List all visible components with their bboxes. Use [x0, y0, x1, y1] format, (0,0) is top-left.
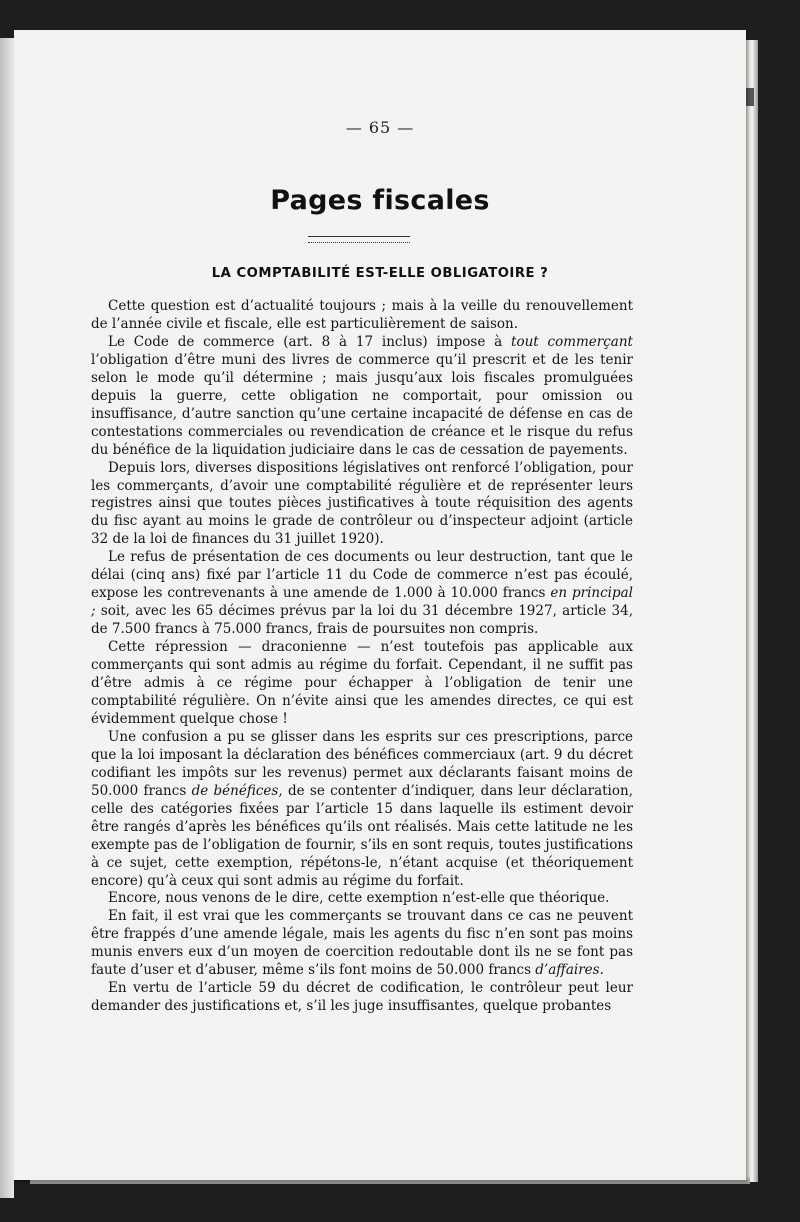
paragraph [91, 980, 633, 1016]
page-tab-marker [745, 88, 754, 106]
page-number: — 65 — [345, 118, 415, 137]
text-run: Cette question est d’actualité toujours ; mais à la veille du renouvellement de l’année civile et fiscale, elle est particulièrement de saison. [91, 298, 633, 332]
paragraph [91, 460, 633, 550]
paragraph [91, 729, 633, 891]
left-page-edge [0, 38, 14, 1198]
text-run: Cette répression — draconienne — n’est toutefois pas applicable aux commerçants qui sont admis au régime du forfait. Cependant, il ne suffit pas d’être admis à ce régime pour échapper à l’obligation de tenir une comptabilité régulière. On n’évite ainsi que les amendes directes, ce qui est évidemment quelque chose ! [91, 639, 633, 727]
italic-text-run: de bénéfices [191, 782, 279, 799]
text-run: Le Code de commerce (art. 8 à 17 inclus) impose à [108, 333, 512, 350]
italic-text-run: d’affaires [535, 962, 600, 979]
italic-text-run: en principal ; [91, 585, 633, 620]
text-run: Depuis lors, diverses dispositions législatives ont renforcé l’obligation, pour les commerçants, d’avoir une comptabilité régulière et de représenter leurs registres ainsi que toutes pièces justificatives à toute réquisition des agents du fisc ayant au moins le grade de contrôleur ou d’inspecteur adjoint (article 32 de la loi de finances du 31 juillet 1920). [91, 459, 633, 548]
paragraph [91, 334, 633, 460]
text-run: Une confusion a pu se glisser dans les esprits sur ces prescriptions, parce que la loi imposant la déclaration des bénéfices commerciaux (art. 9 du décret codifiant les impôts sur les revenus) permet aux déclarants faisant moins de 50.000 francs [91, 728, 633, 799]
paragraph [91, 890, 633, 908]
article-body [91, 298, 633, 1016]
paragraph [91, 639, 633, 729]
text-run: l’obligation d’être muni des livres de commerce qu’il prescrit et de les tenir selon le mode qu’il détermine ; mais jusqu’aux lois fiscales promulguées depuis la guerre, cette obligation ne comportait, pour omission ou insuffisance, d’autre sanction qu’une certaine incapacité de défense en cas de contestations commerciales ou revendication de créance et le risque du refus du bénéfice de la liquidation judiciaire dans le cas de cessation de payements. [91, 351, 633, 458]
page-title: Pages fiscales [270, 185, 490, 216]
text-run: , de se contenter d’indiquer, dans leur déclaration, celle des catégories fixées par l’article 15 dans laquelle ils estiment devoir être rangés d’après les bénéfices qu’ils ont réalisés. Mais cette latitude ne les exempte pas de l’obligation de fournir, s’ils en sont requis, toutes justifications à ce sujet, cette exemption, répétons-le, n’étant acquise (et théoriquement encore) qu’à ceux qui sont admis au régime du forfait. [91, 782, 633, 889]
paragraph [91, 549, 633, 639]
text-run: . [599, 962, 604, 979]
text-run: En fait, il est vrai que les commerçants se trouvant dans ce cas ne peuvent être frappés d’une amende légale, mais les agents du fisc n’en sont pas moins munis envers eux d’un moyen de coercition redoutable dont ils ne se font pas faute d’user et d’abuser, même s’ils font moins de 50.000 francs [91, 908, 633, 979]
page-stack-edge [744, 40, 758, 1182]
paragraph [91, 298, 633, 334]
text-run: Le refus de présentation de ces documents ou leur destruction, tant que le délai (cinq ans) fixé par l’article 11 du Code de commerce n’est pas écoulé, expose les contrevenants à une amende de 1.000 à 10.000 francs [91, 549, 633, 602]
section-heading: LA COMPTABILITÉ EST-ELLE OBLIGATOIRE ? [211, 266, 549, 281]
italic-text-run: tout commerçant [511, 333, 633, 350]
paragraph [91, 908, 633, 980]
text-run: Encore, nous venons de le dire, cette exemption n’est-elle que théorique. [108, 890, 610, 907]
title-rule-divider [308, 236, 410, 243]
document-page [14, 30, 746, 1180]
text-run: En vertu de l’article 59 du décret de codification, le contrôleur peut leur demander des justifications et, s’il les juge insuffisantes, quelque probantes [91, 980, 633, 1015]
text-run: soit, avec les 65 décimes prévus par la loi du 31 décembre 1927, article 34, de 7.500 francs à 75.000 francs, frais de poursuites non compris. [91, 603, 633, 638]
